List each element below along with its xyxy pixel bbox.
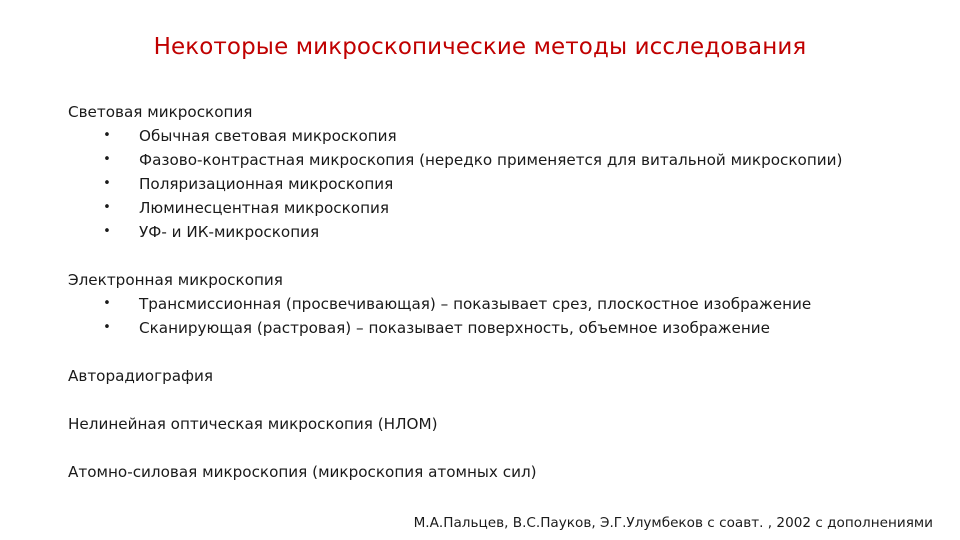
- section-heading: Атомно-силовая микроскопия (микроскопия атомных сил): [68, 463, 537, 481]
- list-item: [68, 172, 928, 196]
- list-item-text: Сканирующая (растровая) – показывает поверхность, объемное изображение: [139, 319, 770, 337]
- slide-title: Некоторые микроскопические методы исследования: [153, 34, 807, 60]
- list-item: [68, 124, 928, 148]
- bullet-icon: •: [103, 176, 111, 191]
- list-item-text: Трансмиссионная (просвечивающая) – показывает срез, плоскостное изображение: [139, 295, 812, 313]
- bullet-icon: •: [103, 224, 111, 239]
- list-item: [68, 292, 928, 316]
- bullet-icon: •: [103, 152, 111, 167]
- bullet-icon: •: [103, 320, 111, 335]
- bullet-icon: •: [103, 200, 111, 215]
- section-electron-microscopy: [68, 268, 928, 340]
- section-light-microscopy: [68, 100, 928, 244]
- section-heading: Световая микроскопия: [68, 103, 253, 121]
- section-nonlinear-optical: [68, 412, 928, 436]
- content-area: [68, 100, 928, 508]
- list-item-text: Фазово-контрастная микроскопия (нередко применяется для витальной микроскопии): [139, 151, 843, 169]
- list-item: [68, 196, 928, 220]
- list-item-text: Обычная световая микроскопия: [139, 127, 397, 145]
- section-heading: Нелинейная оптическая микроскопия (НЛОМ): [68, 415, 438, 433]
- list-item-text: Поляризационная микроскопия: [139, 175, 394, 193]
- list-item-text: Люминесцентная микроскопия: [139, 199, 390, 217]
- list-item: [68, 316, 928, 340]
- bullet-icon: •: [103, 296, 111, 311]
- list-item-text: УФ- и ИК-микроскопия: [139, 223, 320, 241]
- list-item: [68, 220, 928, 244]
- list-item: [68, 148, 928, 172]
- bullet-list: [68, 292, 928, 340]
- section-autoradiography: [68, 364, 928, 388]
- section-atomic-force: [68, 460, 928, 484]
- bullet-list: [68, 124, 928, 244]
- citation-footer: М.А.Пальцев, В.С.Пауков, Э.Г.Улумбеков с соавт. , 2002 с дополнениями: [413, 515, 933, 531]
- section-heading: Электронная микроскопия: [68, 271, 283, 289]
- section-heading: Авторадиография: [68, 367, 214, 385]
- bullet-icon: •: [103, 128, 111, 143]
